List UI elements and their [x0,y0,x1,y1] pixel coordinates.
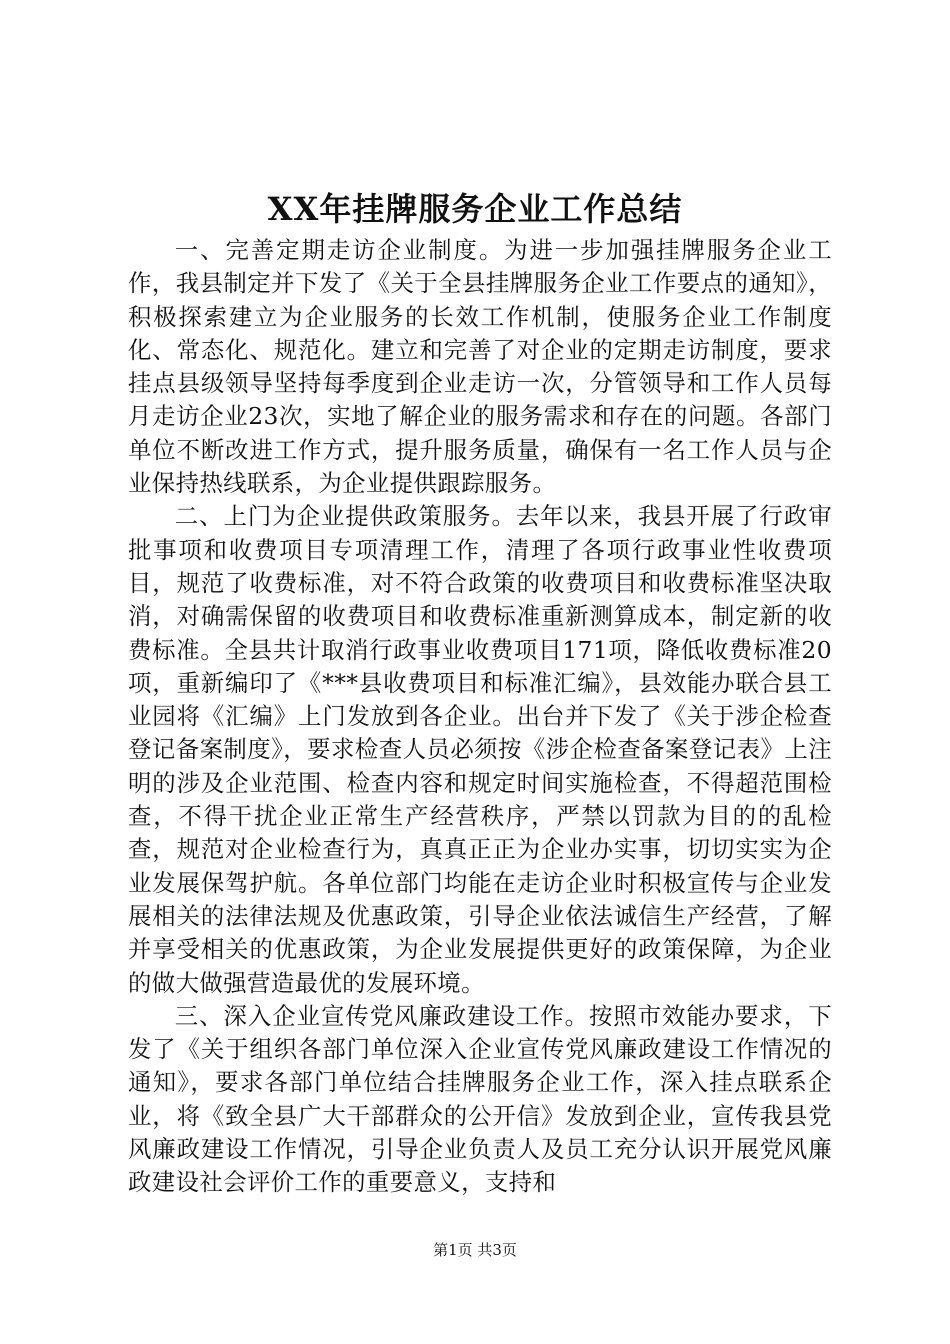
document-title: XX年挂牌服务企业工作总结 [267,190,683,228]
paragraph-3: 三、深入企业宣传党风廉政建设工作。按照市效能办要求，下发了《关于组织各部门单位深入企业宣传党风廉政建设工作情况的通知》，要求各部门单位结合挂牌服务企业工作，深入挂点联系企业，将《致全县广大干部群众的公开信》发放到企业，宣传我县党风廉政建设工作情况，引导企业负责人及员工充分认识开展党风廉政建设社会评价工作的重要意义，支持和 [128,1001,832,1197]
document-body [128,234,832,1200]
paragraph-2: 二、上门为企业提供政策服务。去年以来，我县开展了行政审批事项和收费项目专项清理工作，清理了各项行政事业性收费项目，规范了收费标准，对不符合政策的收费项目和收费标准坚决取消，对确需保留的收费项目和收费标准重新测算成本，制定新的收费标准。全县共计取消行政事业收费项目171项，降低收费标准20项，重新编印了《***县收费项目和标准汇编》，县效能办联合县工业园将《汇编》上门发放到各企业。出台并下发了《关于涉企检查登记备案制度》，要求检查人员必须按《涉企检查备案登记表》上注明的涉及企业范围、检查内容和规定时间实施检查，不得超范围检查，不得干扰企业正常生产经营秩序，严禁以罚款为目的的乱检查，规范对企业检查行为，真真正正为企业办实事，切切实实为企业发展保驾护航。各单位部门均能在走访企业时积极宣传与企业发展相关的法律法规及优惠政策，引导企业依法诚信生产经营，了解并享受相关的优惠政策，为企业发展提供更好的政策保障，为企业的做大做强营造最优的发展环境。 [128,502,832,997]
page-number-footer: 第1页 共3页 [433,1241,517,1259]
paragraph-1: 一、完善定期走访企业制度。为进一步加强挂牌服务企业工作，我县制定并下发了《关于全县挂牌服务企业工作要点的通知》，积极探索建立为企业服务的长效工作机制，使服务企业工作制度化、常态化、规范化。建立和完善了对企业的定期走访制度，要求挂点县级领导坚持每季度到企业走访一次，分管领导和工作人员每月走访企业23次，实地了解企业的服务需求和存在的问题。各部门单位不断改进工作方式，提升服务质量，确保有一名工作人员与企业保持热线联系，为企业提供跟踪服务。 [128,236,832,498]
